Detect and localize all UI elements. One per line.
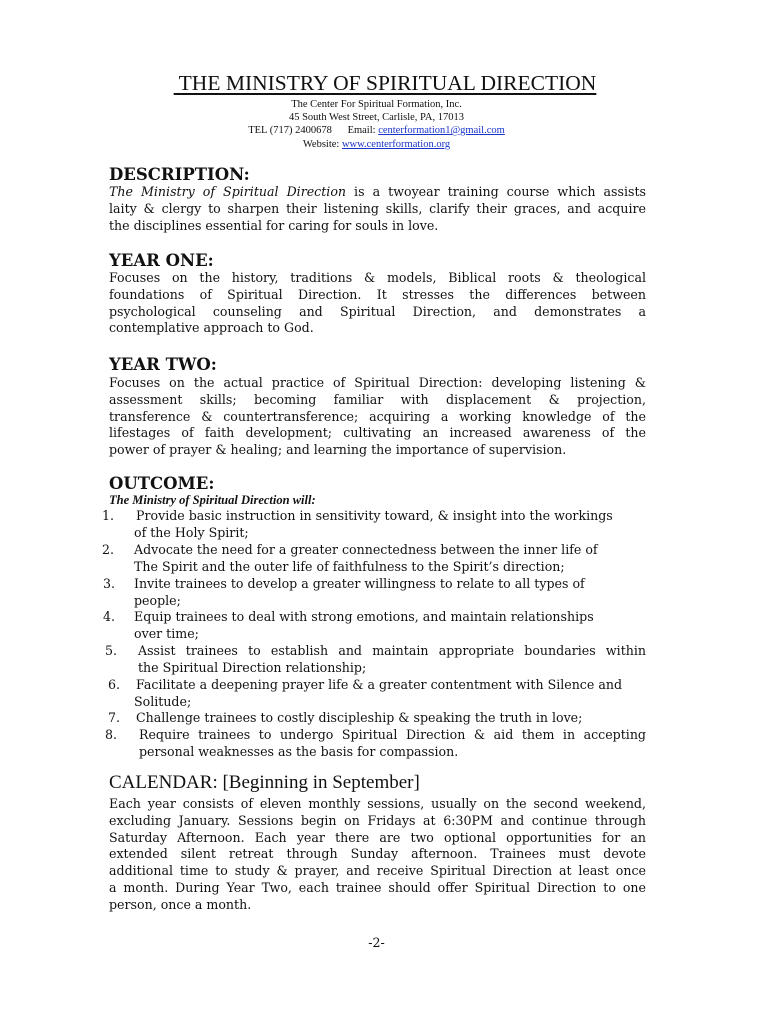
calendar-line: Saturday Afternoon. Each year there are two optional opportunities for an — [109, 829, 646, 845]
year-one-paragraph — [109, 270, 646, 337]
item-number: 3. — [103, 576, 116, 591]
calendar-line: a month. During Year Two, each trainee should offer Spiritual Direction to one — [109, 879, 646, 895]
tel-label: TEL (717) 2400678 Email: — [248, 125, 379, 136]
calendar-line: additional time to study & prayer, and receive Spiritual Direction at least once — [109, 863, 646, 879]
item-line: the Spiritual Direction relationship; — [138, 660, 367, 675]
item-line: people; — [134, 593, 181, 608]
year-one-line: foundations of Spiritual Direction. It stresses the differences between — [109, 286, 646, 302]
outcome-subheading: The Ministry of Spiritual Direction will: — [109, 493, 316, 507]
item-line: Equip trainees to deal with strong emotions, and maintain relationships — [134, 609, 594, 624]
program-name: The Ministry of Spiritual Direction — [109, 184, 347, 199]
year-one-line: psychological counseling and Spiritual Direction, and demonstrates a — [109, 303, 646, 319]
item-line: over time; — [134, 626, 199, 641]
calendar-line: person, once a month. — [109, 896, 252, 912]
year-two-line: lifestages of faith development; cultivating an increased awareness of the — [109, 425, 646, 441]
item-line: Solitude; — [134, 694, 192, 709]
year-two-paragraph — [109, 375, 646, 459]
description-line: The Ministry of Spiritual Direction is a twoyear training course which assists — [109, 184, 646, 199]
item-line: Challenge trainees to costly discipleship & speaking the truth in love; — [136, 710, 583, 725]
item-line: Invite trainees to develop a greater willingness to relate to all types of — [134, 576, 585, 591]
item-line: Provide basic instruction in sensitivity toward, & insight into the workings — [136, 508, 613, 523]
year-one-heading: YEAR ONE: — [109, 251, 214, 270]
item-number: 5. — [105, 643, 118, 658]
org-name: The Center For Spiritual Formation, Inc. — [291, 99, 462, 110]
description-heading: DESCRIPTION: — [109, 165, 250, 184]
email-link[interactable]: centerformation1@gmail.com — [378, 125, 505, 136]
website-link[interactable]: www.centerformation.org — [341, 139, 451, 150]
calendar-line: Each year consists of eleven monthly sessions, usually on the second weekend, — [109, 796, 646, 811]
calendar-heading: CALENDAR: [Beginning in September] — [109, 772, 420, 793]
item-number: 4. — [103, 609, 116, 624]
item-line: of the Holy Spirit; — [134, 525, 249, 540]
website-line — [0, 138, 753, 151]
item-line: personal weaknesses as the basis for compassion. — [139, 744, 459, 759]
item-line: Advocate the need for a greater connectedness between the inner life of — [134, 542, 598, 557]
item-number: 7. — [108, 710, 121, 725]
description-line: laity & clergy to sharpen their listening skills, clarify their graces, and acquire — [109, 200, 646, 216]
description-line: the disciplines essential for caring for souls in love. — [109, 217, 439, 233]
item-line: Require trainees to undergo Spiritual Direction & aid them in accepting — [139, 727, 646, 742]
calendar-line: excluding January. Sessions begin on Fridays at 6:30PM and continue through — [109, 812, 646, 828]
org-address: 45 South West Street, Carlisle, PA, 17013 — [288, 112, 465, 123]
year-one-line: Focuses on the history, traditions & models, Biblical roots & theological — [109, 270, 646, 285]
item-line: The Spirit and the outer life of faithfulness to the Spirit’s direction; — [134, 559, 565, 574]
page-title: THE MINISTRY OF SPIRITUAL DIRECTION — [173, 71, 597, 95]
page-number: -2- — [368, 935, 385, 950]
outcome-heading: OUTCOME: — [109, 474, 215, 493]
year-two-line: transference & countertransference; acquiring a working knowledge of the — [109, 408, 646, 424]
website-label: Website: — [302, 139, 342, 150]
item-number: 8. — [105, 727, 118, 742]
item-number: 6. — [108, 677, 121, 692]
item-line: Assist trainees to establish and maintain appropriate boundaries within — [138, 643, 646, 658]
item-number: 1. — [102, 508, 115, 523]
year-two-line: Focuses on the actual practice of Spiritual Direction: developing listening & — [109, 375, 646, 390]
calendar-line: extended silent retreat through Sunday afternoon. Trainees must devote — [109, 846, 646, 862]
year-two-line: power of prayer & healing; and learning the importance of supervision. — [109, 442, 567, 458]
year-two-heading: YEAR TWO: — [109, 355, 217, 374]
contact-line — [0, 124, 753, 137]
calendar-paragraph — [109, 796, 646, 914]
year-two-line: assessment skills; becoming familiar with displacement & projection, — [109, 391, 646, 407]
item-line: Facilitate a deepening prayer life & a greater contentment with Silence and — [136, 677, 623, 692]
item-number: 2. — [102, 542, 115, 557]
description-paragraph — [109, 184, 646, 234]
year-one-line: contemplative approach to God. — [109, 320, 314, 336]
